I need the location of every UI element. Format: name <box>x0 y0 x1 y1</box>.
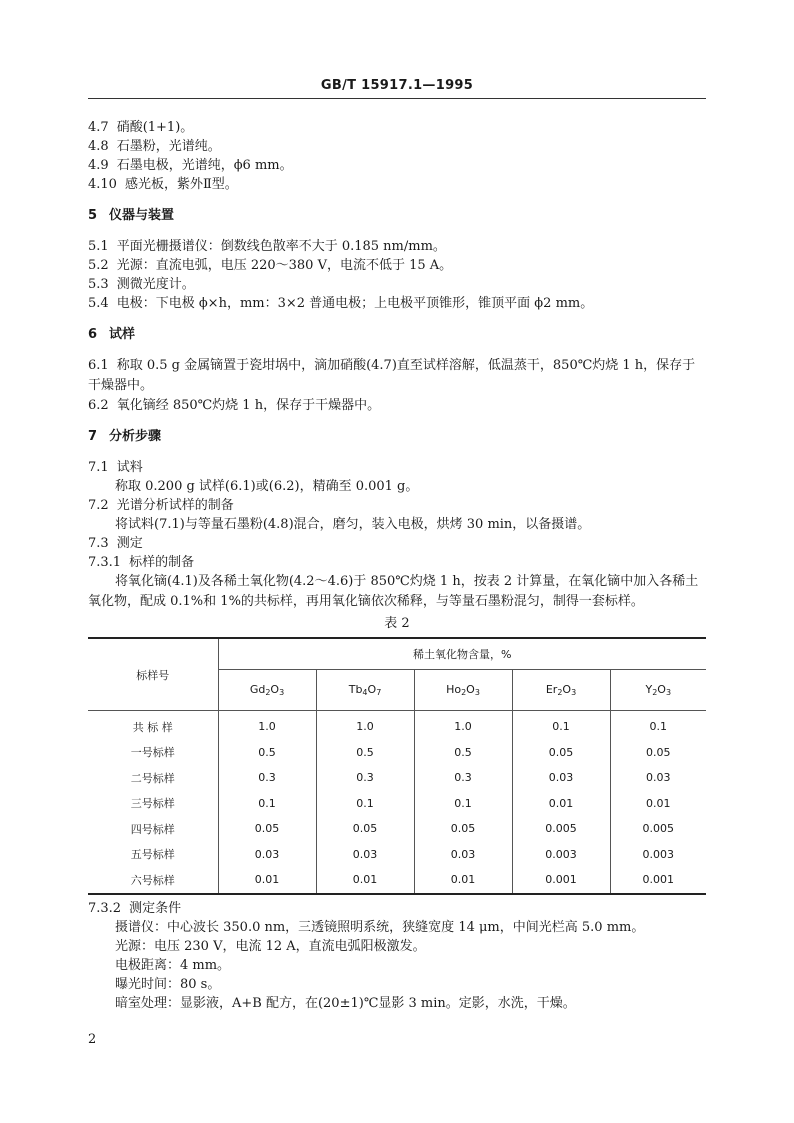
item-5-4: 5.4 电极：下电极 ϕ×h，mm：3×2 普通电极；上电极平顶锥形，锥顶平面 ϕ2 mm。 <box>88 296 594 311</box>
formula-part: 4 <box>362 688 368 697</box>
table-cell: 0.05 <box>316 816 414 842</box>
condition-line: 电极距离：4 mm。 <box>115 957 231 973</box>
table-row-label: 三号标样 <box>130 797 175 811</box>
table-column-header <box>414 670 512 711</box>
table-body <box>88 711 706 894</box>
item-5-1: 5.1 平面光栅摄谱仪：倒数线色散率不大于 0.185 nm/mm。 <box>88 239 446 254</box>
table-cell: 0.001 <box>512 867 610 894</box>
table-cell: 0.1 <box>316 791 414 817</box>
table-cell: 0.5 <box>218 740 316 766</box>
table-row <box>88 791 706 817</box>
formula-part: Er <box>545 683 558 696</box>
table-group-header: 稀土氧化物含量，% <box>218 638 706 670</box>
formula-part: Ho <box>446 683 462 696</box>
table-column-header <box>316 670 414 711</box>
table-row-label: 四号标样 <box>130 822 175 836</box>
table-cell: 1.0 <box>414 711 512 740</box>
formula-part: 3 <box>571 688 577 697</box>
table-cell: 0.3 <box>316 765 414 791</box>
table-cell: 0.1 <box>610 711 706 740</box>
document-header: GB/T 15917.1—1995 <box>320 78 474 93</box>
table-row-label: 五号标样 <box>130 848 175 862</box>
table-row-label: 六号标样 <box>88 867 218 894</box>
table-cell: 0.003 <box>512 842 610 868</box>
item-7-3-1-title: 7.3.1 标样的制备 <box>88 555 195 570</box>
item-7-1-title: 7.1 试料 <box>88 460 143 475</box>
table-cell: 0.3 <box>218 765 316 791</box>
header-rule <box>88 98 706 99</box>
table-cell: 0.03 <box>512 765 610 791</box>
formula-part: 7 <box>376 688 382 697</box>
formula-part: O <box>466 683 475 696</box>
table-cell: 0.5 <box>414 740 512 766</box>
item-5-2: 5.2 光源：直流电弧，电压 220～380 V，电流不低于 15 A。 <box>88 258 453 273</box>
item-6-2: 6.2 氧化镝经 850℃灼烧 1 h，保存于干燥器中。 <box>88 398 381 413</box>
item-4-8: 4.8 石墨粉，光谱纯。 <box>88 139 221 154</box>
table-cell: 0.1 <box>414 791 512 817</box>
table-row-header: 标样号 <box>88 638 218 711</box>
formula-part: Tb <box>348 683 363 696</box>
section-4-items <box>88 118 706 194</box>
formula-part: 3 <box>665 688 672 697</box>
table-cell: 1.0 <box>316 711 414 740</box>
item-5-3: 5.3 测微光度计。 <box>88 277 195 292</box>
formula-part: 2 <box>557 688 563 697</box>
table-row-label: 二号标样 <box>130 771 175 785</box>
formula-part: O <box>270 683 280 696</box>
item-4-7: 4.7 硝酸(1+1)。 <box>88 120 194 135</box>
formula-part: Gd <box>249 683 266 696</box>
formula-part: Y <box>645 683 653 696</box>
condition-line: 摄谱仪：中心波长 350.0 nm，三透镜照明系统，狭缝宽度 14 μm，中间光栏高 5.0 mm。 <box>115 919 645 935</box>
table-cell: 0.003 <box>610 842 706 868</box>
table-cell: 1.0 <box>218 711 316 740</box>
table-row <box>88 842 706 868</box>
item-7-2-title: 7.2 光谱分析试样的制备 <box>88 498 234 513</box>
table-cell: 0.05 <box>610 740 706 766</box>
table-row <box>88 765 706 791</box>
formula-part: 2 <box>265 688 271 697</box>
table-cell: 0.001 <box>610 867 706 894</box>
table-cell: 0.05 <box>218 816 316 842</box>
formula-part: 2 <box>461 688 467 697</box>
table-cell: 0.1 <box>512 711 610 740</box>
table-row <box>88 816 706 842</box>
table-cell: 0.03 <box>610 765 706 791</box>
formula-part: O <box>562 683 572 696</box>
condition-line: 暗室处理：显影液，A+B 配方，在(20±1)℃显影 3 min。定影，水洗，干燥。 <box>115 995 576 1011</box>
table-cell: 0.03 <box>316 842 414 868</box>
condition-line: 曝光时间：80 s。 <box>115 976 221 992</box>
table-cell: 0.05 <box>414 816 512 842</box>
item-7-3-title: 7.3 测定 <box>88 536 143 551</box>
table-cell: 0.03 <box>414 842 512 868</box>
table-cell: 0.3 <box>414 765 512 791</box>
table-cell: 0.03 <box>218 842 316 868</box>
table-cell: 0.5 <box>316 740 414 766</box>
formula-part: 3 <box>474 688 480 697</box>
section-7-heading: 7 分析步骤 <box>88 429 162 444</box>
table-row <box>88 740 706 766</box>
item-6-1: 6.1 称取 0.5 g 金属镝置于瓷坩埚中，滴加硝酸(4.7)直至试样溶解，低温蒸干，850℃灼烧 1 h，保存于干燥器中。 <box>88 358 696 393</box>
table-row-label: 共 标 样 <box>132 720 173 734</box>
formula-part: 3 <box>279 688 285 697</box>
item-7-1-text: 称取 0.200 g 试样(6.1)或(6.2)，精确至 0.001 g。 <box>115 479 419 494</box>
table-row <box>88 711 706 740</box>
table-row-label: 一号标样 <box>130 746 175 760</box>
table-2 <box>88 637 706 895</box>
table-cell: 0.01 <box>610 791 706 817</box>
formula-part: O <box>367 683 377 696</box>
item-7-3-2-title: 7.3.2 测定条件 <box>88 900 182 916</box>
table-cell: 0.01 <box>512 791 610 817</box>
table-cell: 0.005 <box>512 816 610 842</box>
item-4-10: 4.10 感光板，紫外Ⅱ型。 <box>88 177 238 192</box>
table-row <box>88 867 706 894</box>
table-2-caption: 表 2 <box>384 616 410 631</box>
formula-part: 2 <box>652 688 658 697</box>
section-5-heading: 5 仪器与装置 <box>88 208 175 223</box>
table-cell: 0.005 <box>610 816 706 842</box>
table-cell: 0.01 <box>414 867 512 894</box>
table-cell: 0.01 <box>316 867 414 894</box>
table-column-header <box>512 670 610 711</box>
table-cell: 0.01 <box>218 867 316 894</box>
item-7-2-text: 将试料(7.1)与等量石墨粉(4.8)混合，磨匀，装入电极，烘烤 30 min，以备摄谱。 <box>115 517 591 532</box>
formula-part: O <box>657 683 666 696</box>
condition-line: 光源：电压 230 V，电流 12 A，直流电弧阳极激发。 <box>115 938 426 954</box>
item-4-9: 4.9 石墨电极，光谱纯，ϕ6 mm。 <box>88 158 293 173</box>
table-column-header <box>610 670 706 711</box>
item-7-3-1-text: 将氧化镝(4.1)及各稀土氧化物(4.2～4.6)于 850℃灼烧 1 h，按表 2 计算量，在氧化镝中加入各稀土氧化物，配成 0.1%和 1%的共标样，再用氧化镝依次稀释，与等量石墨粉混匀，制得一套标样。 <box>88 574 699 609</box>
section-6-heading: 6 试样 <box>88 327 136 342</box>
table-cell: 0.05 <box>512 740 610 766</box>
table-column-header <box>218 670 316 711</box>
table-cell: 0.1 <box>218 791 316 817</box>
document-body <box>88 118 706 1013</box>
page-number: 2 <box>88 1032 97 1047</box>
